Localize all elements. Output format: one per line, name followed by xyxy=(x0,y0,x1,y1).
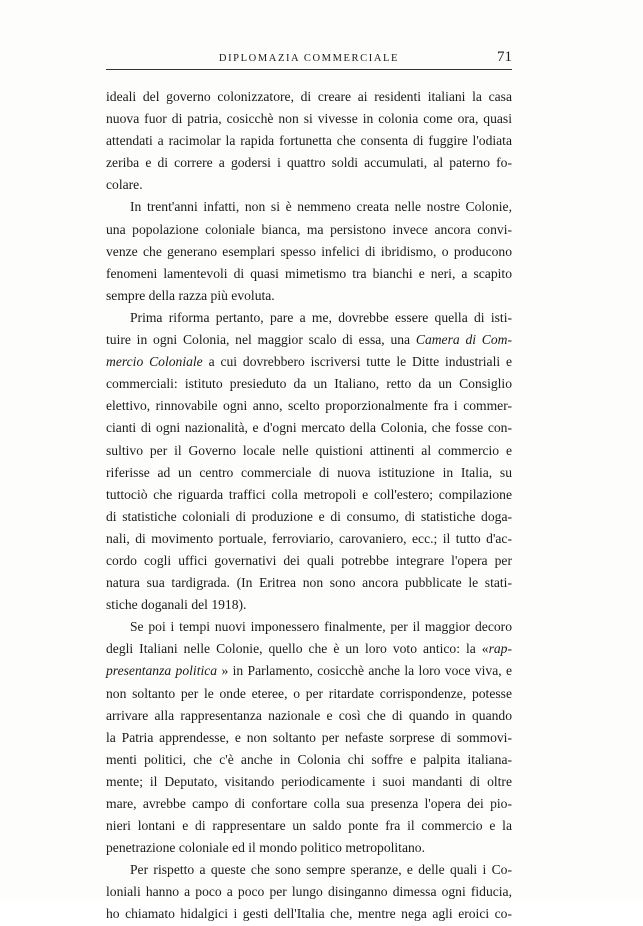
text-line: stiche doganali del 1918). xyxy=(106,597,247,613)
text-line: tuire in ogni Colonia, nel maggior scalo di essa, una Camera di Com- xyxy=(106,332,512,348)
text-line: mente; il Deputato, visitando periodicamente i suoi mandanti di oltre xyxy=(106,773,512,789)
text-line: una popolazione coloniale bianca, ma persistono invece ancora convi- xyxy=(106,221,512,237)
text-line: mare, avrebbe campo di confortare colla sua presenza l'opera dei pio- xyxy=(106,796,512,811)
text-line: presentanza politica » in Parlamento, cosicchè anche la loro voce viva, e xyxy=(106,663,513,679)
paragraph xyxy=(106,307,512,616)
text-line: loniali hanno a poco a poco per lungo disinganno dimessa ogni fiducia, xyxy=(106,884,512,900)
text-line: arrivare alla rappresentanza nazionale e così che di quando in quando xyxy=(106,707,512,723)
text-line: nali, di movimento portuale, ferroviario, carovaniero, ecc.; il tutto d'ac- xyxy=(106,530,512,546)
text-line: Se poi i tempi nuovi imponessero finalmente, per il maggior decoro xyxy=(130,619,512,635)
text-line: Per rispetto a queste che sono sempre speranze, e delle quali i Co- xyxy=(130,862,512,878)
text-line: fenomeni lamentevoli di quasi mimetismo tra bianchi e neri, a scapito xyxy=(106,265,512,281)
page-number: 71 xyxy=(497,49,512,65)
text-line: ho chiamato hidalgici i gesti dell'Italia che, mentre nega agli eroici co- xyxy=(106,906,512,922)
text-line: tuttociò che riguarda traffici colla metropoli e coll'estero; compilazione xyxy=(106,486,512,502)
body-text xyxy=(106,86,512,926)
paragraph xyxy=(106,86,512,196)
text-line: ideali del governo colonizzatore, di creare ai residenti italiani la casa xyxy=(106,89,512,104)
paragraph xyxy=(106,859,512,925)
paragraph xyxy=(106,616,512,859)
paragraph xyxy=(106,196,512,306)
running-title: DIPLOMAZIA COMMERCIALE xyxy=(218,53,400,64)
text-line: sultivo per il Governo locale nelle quistioni attinenti al commercio e xyxy=(106,442,512,458)
text-line: penetrazione coloniale ed il mondo politico metropolitano. xyxy=(106,840,425,856)
text-line: attendati a racimolar la rapida fortunetta che consenta di fuggire l'odiata xyxy=(106,133,512,149)
text-line: sempre della razza più evoluta. xyxy=(106,287,275,303)
text-line: zeriba e di correre a godersi i quattro soldi accumulati, al paterno fo- xyxy=(106,155,512,171)
running-head xyxy=(106,50,512,68)
text-line: non soltanto per le onde eteree, o per ritardate corrispondenze, potesse xyxy=(106,685,512,701)
text-line: Prima riforma pertanto, pare a me, dovrebbe essere quella di isti- xyxy=(130,309,512,325)
text-line: natura sua tardigrada. (In Eritrea non sono ancora pubblicate le stati- xyxy=(106,575,512,591)
text-line: riferisse ad un centro commerciale di nuova istituzione in Italia, su xyxy=(106,464,512,480)
text-line: mercio Coloniale a cui dovrebbero iscriversi tutte le Ditte industriali e xyxy=(106,354,512,370)
text-line: colare. xyxy=(106,177,143,193)
text-line: la Patria apprendesse, e non soltanto per nefaste sorprese di sommovi- xyxy=(106,729,512,745)
text-line: menti politici, che c'è anche in Colonia chi soffre e palpita italiana- xyxy=(106,751,512,767)
text-line: degli Italiani nelle Colonie, quello che è un loro voto antico: la «rap- xyxy=(106,641,512,657)
text-line: cianti di ogni nazionalità, e d'ogni mercato della Colonia, che fosse con- xyxy=(106,420,512,436)
text-line: di statistiche coloniali di produzione e di consumo, di statistiche doga- xyxy=(106,508,512,524)
text-line: elettivo, rinnovabile ogni anno, scelto proporzionalmente fra i commer- xyxy=(106,398,512,414)
text-line: commerciali: istituto presieduto da un Italiano, retto da un Consiglio xyxy=(106,376,512,392)
text-line: nuova fuor di patria, cosicchè non si vivesse in colonia come ora, quasi xyxy=(106,111,512,127)
text-line: nieri lontani e di rappresentare un saldo ponte fra il commercio e la xyxy=(106,818,512,834)
text-line: In trent'anni infatti, non si è nemmeno creata nelle nostre Colonie, xyxy=(130,199,512,215)
header-rule xyxy=(106,69,512,70)
text-line: cordo cogli uffici governativi dei quali potrebbe integrare l'opera per xyxy=(106,552,512,568)
text-line: venze che generano esemplari spesso infelici di ibridismo, o producono xyxy=(106,243,512,259)
